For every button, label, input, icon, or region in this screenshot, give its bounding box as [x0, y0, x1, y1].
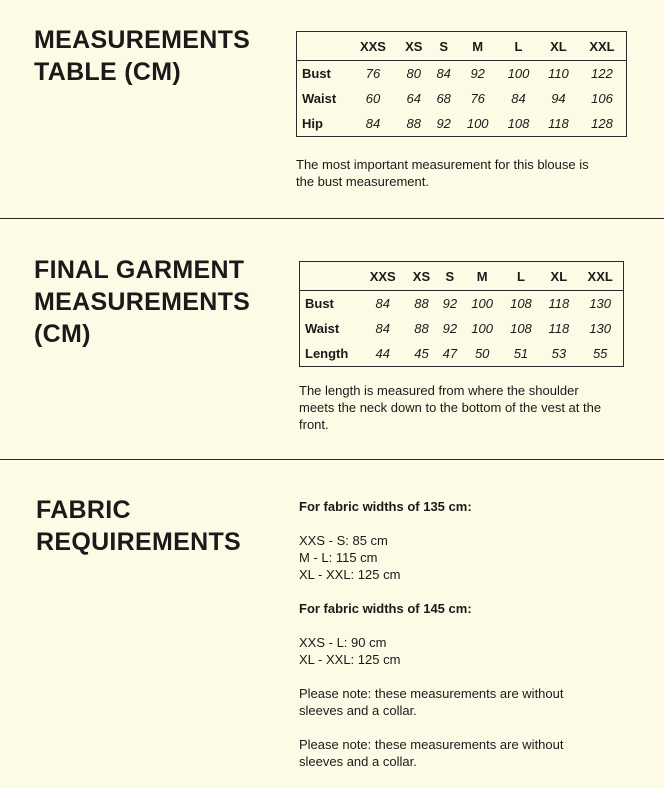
- row-label: Length: [305, 346, 349, 361]
- table-row: [297, 61, 627, 87]
- measurement-cell: 55: [592, 346, 608, 361]
- size-header: XL: [539, 32, 578, 61]
- fabric-amount: M - L: 115 cm: [299, 550, 378, 565]
- fabric-requirements-list: [299, 498, 619, 770]
- measurement-cell: 84: [375, 296, 390, 311]
- measurement-cell: 108: [510, 321, 532, 336]
- fabric-note-line: Please note: these measurements are without: [299, 686, 564, 701]
- measurement-cell: 84: [365, 116, 381, 131]
- measurement-cell: 47: [442, 346, 458, 361]
- size-header: XXS: [360, 262, 406, 291]
- table-row: [300, 291, 624, 317]
- size-header: S: [430, 32, 457, 61]
- measurement-cell: 45: [414, 346, 429, 361]
- body-measurements-table: [296, 31, 627, 137]
- heading-line: FABRIC: [36, 496, 131, 524]
- fabric-amount: XL - XXL: 125 cm: [299, 567, 401, 582]
- measurement-cell: 84: [436, 66, 451, 81]
- garment-measurements-table: [299, 261, 624, 367]
- table-row: [300, 316, 624, 341]
- length-note: [299, 382, 639, 433]
- table-row: [300, 341, 624, 367]
- measurement-cell: 108: [507, 116, 530, 131]
- measurement-cell: 53: [551, 346, 567, 361]
- size-header-row: [300, 262, 624, 291]
- measurement-cell: 108: [510, 296, 532, 311]
- size-header: M: [463, 262, 502, 291]
- measurement-cell: 92: [442, 321, 458, 336]
- measurement-cell: 100: [471, 296, 494, 311]
- table-row: [297, 111, 627, 137]
- measurement-cell: 51: [513, 346, 529, 361]
- row-label: Bust: [302, 66, 331, 81]
- measurement-cell: 88: [414, 296, 429, 311]
- fabric-note-line: Please note: these measurements are without: [299, 737, 564, 752]
- measurement-cell: 76: [470, 91, 485, 106]
- note-line: meets the neck down to the bottom of the vest at the: [299, 400, 602, 415]
- corner-cell: [297, 32, 349, 61]
- fabric-note-line: sleeves and a collar.: [299, 754, 417, 769]
- measurement-cell: 80: [406, 66, 421, 81]
- measurement-cell: 50: [474, 346, 490, 361]
- measurement-cell: 92: [436, 116, 451, 131]
- measurement-cell: 130: [589, 321, 612, 336]
- measurement-cell: 128: [591, 116, 613, 131]
- heading-line: (CM): [34, 320, 91, 348]
- measurement-cell: 94: [551, 91, 566, 106]
- measurement-cell: 118: [548, 296, 570, 311]
- size-header: XXL: [578, 32, 627, 61]
- measurement-cell: 92: [442, 296, 458, 311]
- measurement-cell: 88: [414, 321, 429, 336]
- fabric-width-title: For fabric widths of 145 cm:: [299, 601, 472, 616]
- heading-line: TABLE (CM): [34, 58, 181, 86]
- measurement-cell: 84: [375, 321, 390, 336]
- heading-line: MEASUREMENTS: [34, 288, 251, 316]
- measurement-cell: 118: [548, 321, 570, 336]
- fabric-requirements-heading: [36, 494, 241, 558]
- measurement-cell: 60: [365, 91, 381, 106]
- size-header: L: [498, 32, 539, 61]
- heading-line: MEASUREMENTS: [34, 26, 251, 54]
- measurement-cell: 44: [375, 346, 390, 361]
- note-line: the bust measurement.: [296, 174, 429, 189]
- measurement-cell: 106: [591, 91, 613, 106]
- row-label: Bust: [305, 296, 334, 311]
- section-divider: [0, 218, 664, 219]
- measurement-cell: 92: [470, 66, 485, 81]
- note-line: The length is measured from where the shoulder: [299, 383, 579, 398]
- measurement-cell: 64: [406, 91, 421, 106]
- measurement-cell: 100: [471, 321, 494, 336]
- size-header: XXS: [349, 32, 398, 61]
- size-header: XS: [406, 262, 437, 291]
- measurement-cell: 68: [436, 91, 451, 106]
- row-label: Waist: [305, 321, 340, 336]
- measurement-cell: 110: [548, 66, 569, 81]
- measurement-cell: 118: [548, 116, 569, 131]
- fabric-amount: XXS - L: 90 cm: [299, 635, 387, 650]
- heading-line: REQUIREMENTS: [36, 528, 242, 556]
- size-header: M: [457, 32, 498, 61]
- note-line: front.: [299, 417, 329, 432]
- table-row: [297, 86, 627, 111]
- size-header-row: [297, 32, 627, 61]
- section-divider: [0, 459, 664, 460]
- corner-cell: [300, 262, 360, 291]
- measurement-cell: 84: [511, 91, 526, 106]
- measurement-cell: 100: [507, 66, 530, 81]
- size-header: L: [502, 262, 541, 291]
- size-header: XXL: [577, 262, 623, 291]
- fabric-note-line: sleeves and a collar.: [299, 703, 417, 718]
- measurement-cell: 130: [589, 296, 612, 311]
- note-line: The most important measurement for this blouse is: [296, 157, 589, 172]
- bust-note: [296, 156, 636, 190]
- fabric-amount: XXS - S: 85 cm: [299, 533, 388, 548]
- final-garment-heading: [34, 254, 250, 350]
- row-label: Hip: [302, 116, 323, 131]
- size-header: XS: [397, 32, 430, 61]
- size-header: XL: [540, 262, 577, 291]
- size-header: S: [437, 262, 463, 291]
- measurement-cell: 122: [591, 66, 613, 81]
- measurements-table-heading: [34, 24, 250, 88]
- heading-line: FINAL GARMENT: [34, 256, 245, 284]
- measurement-cell: 88: [406, 116, 421, 131]
- fabric-width-title: For fabric widths of 135 cm:: [299, 499, 472, 514]
- fabric-amount: XL - XXL: 125 cm: [299, 652, 401, 667]
- measurement-cell: 100: [466, 116, 489, 131]
- row-label: Waist: [302, 91, 337, 106]
- measurement-cell: 76: [365, 66, 381, 81]
